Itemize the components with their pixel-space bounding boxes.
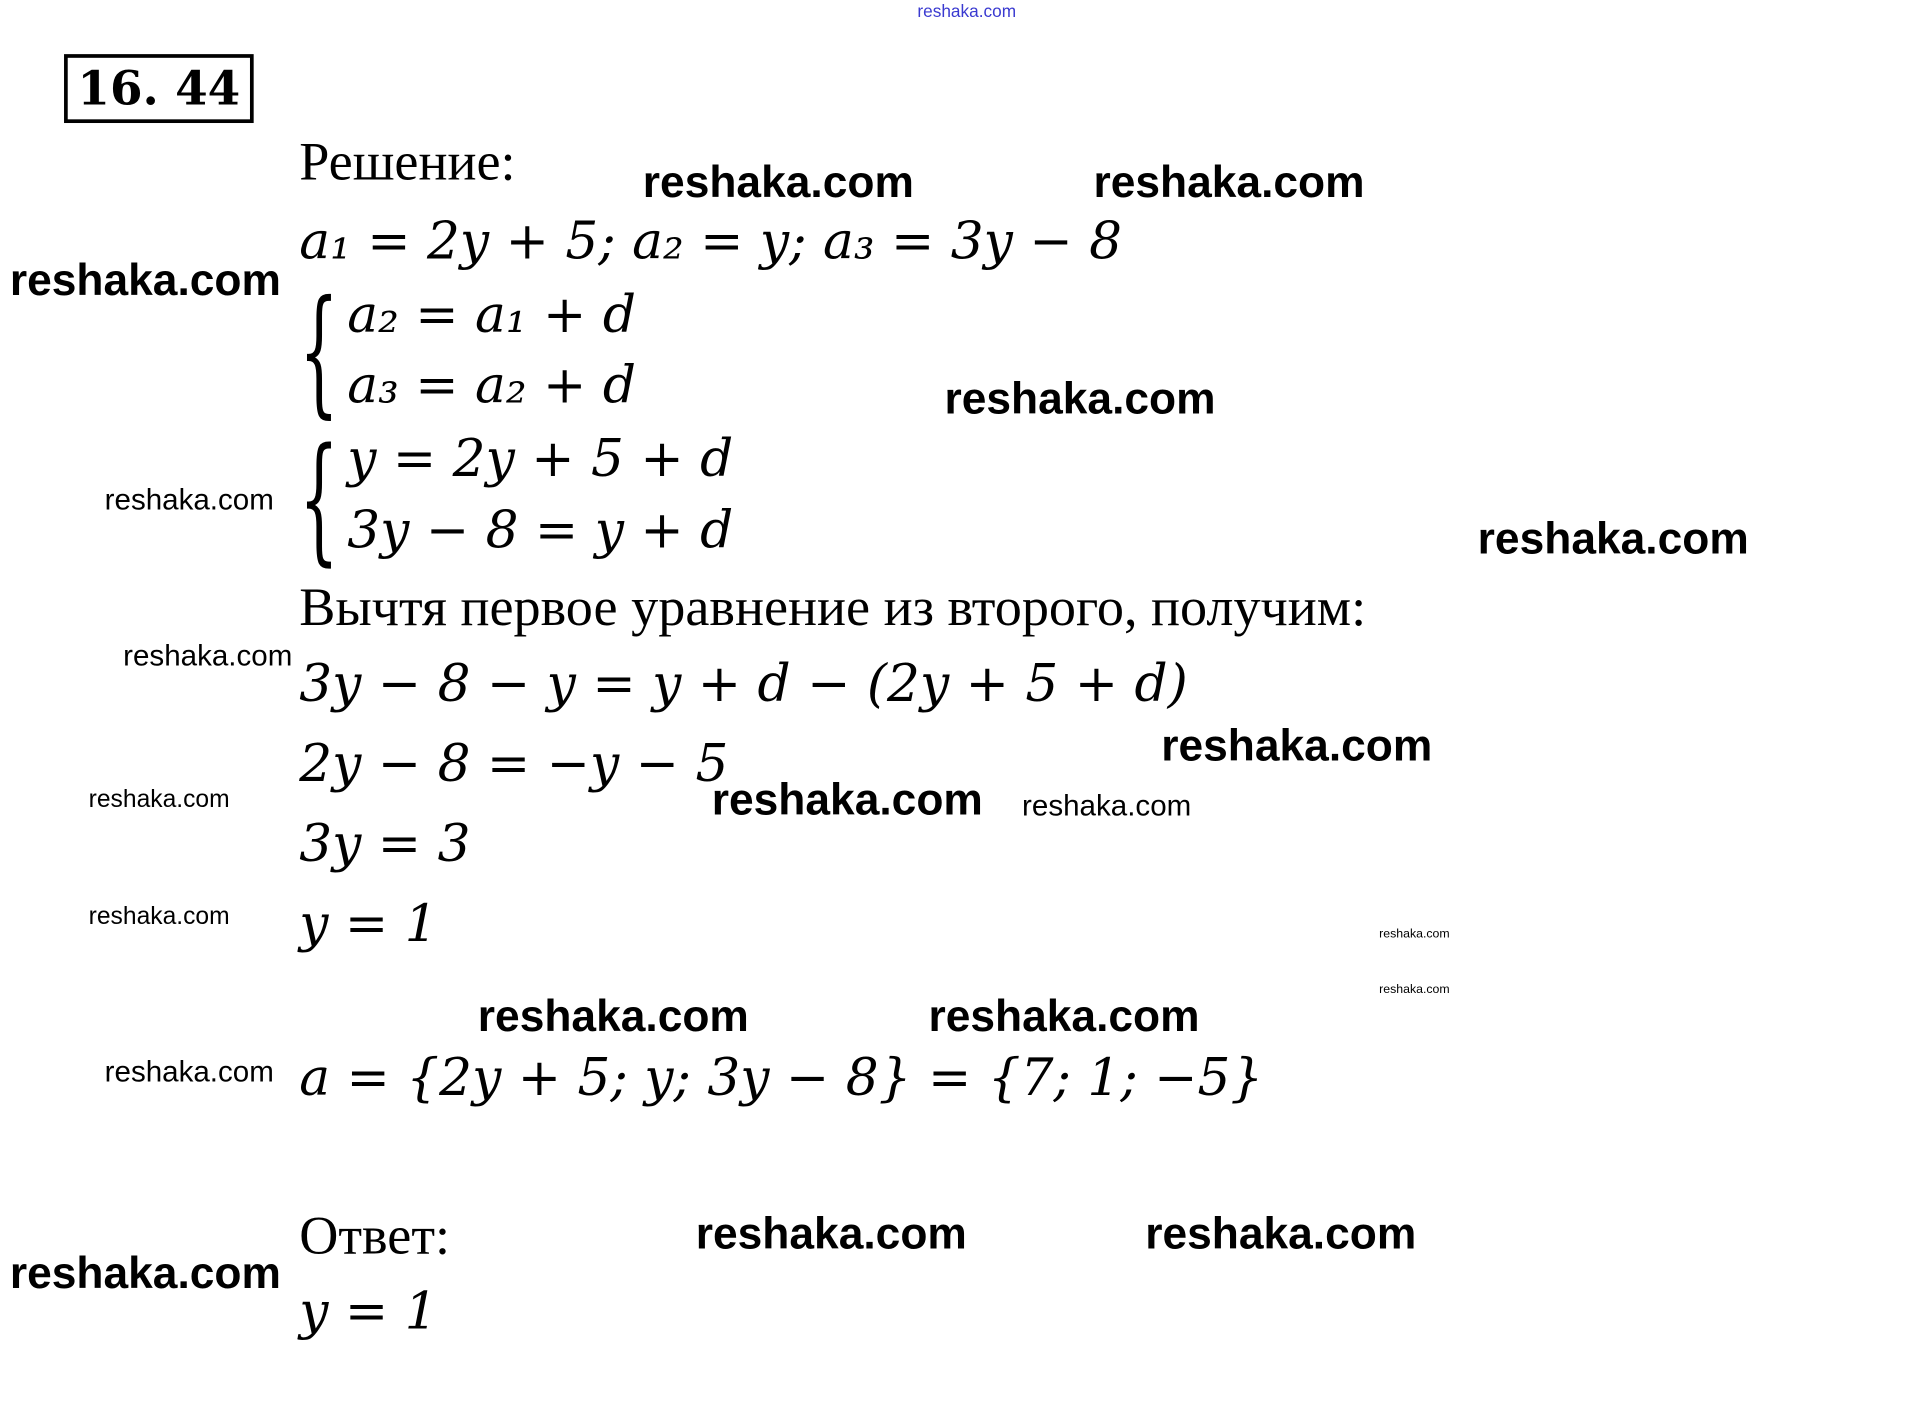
watermark: reshaka.com <box>1161 719 1433 771</box>
watermark: reshaka.com <box>695 1208 967 1259</box>
watermark: reshaka.com <box>477 990 749 1041</box>
watermark: reshaka.com <box>88 902 230 931</box>
watermark: reshaka.com <box>123 639 293 673</box>
watermark: reshaka.com <box>1093 156 1365 207</box>
given-terms: a₁ = 2y + 5; a₂ = y; a₃ = 3y − 8 <box>299 210 1123 271</box>
watermark: reshaka.com <box>642 156 914 207</box>
step3: 3y = 3 <box>299 813 471 874</box>
system-brace: { <box>299 271 339 432</box>
watermark: reshaka.com <box>104 1055 274 1089</box>
watermark: reshaka.com <box>928 990 1200 1041</box>
answer-value: y = 1 <box>299 1280 438 1341</box>
problem-number-box: 16. 44 <box>64 54 254 123</box>
step2: 2y − 8 = −y − 5 <box>299 733 729 794</box>
watermark: reshaka.com <box>1477 512 1749 564</box>
solution-label: Решение: <box>299 131 516 192</box>
system2-line2: 3y − 8 = y + d <box>347 499 734 560</box>
watermark: reshaka.com <box>711 773 983 825</box>
watermark: reshaka.com <box>1379 982 1450 997</box>
system-brace: { <box>299 419 339 580</box>
system1-line1: a₂ = a₁ + d <box>347 284 636 345</box>
watermark: reshaka.com <box>104 483 274 517</box>
watermark: reshaka.com <box>1145 1208 1417 1259</box>
subtract-text: Вычтя первое уравнение из второго, получим: <box>299 576 1367 638</box>
watermark: reshaka.com <box>9 1247 281 1298</box>
watermark-top[interactable]: reshaka.com <box>917 1 1017 21</box>
step1: 3y − 8 − y = y + d − (2y + 5 + d) <box>299 653 1188 714</box>
step4: y = 1 <box>299 893 438 954</box>
watermark: reshaka.com <box>944 372 1216 424</box>
watermark: reshaka.com <box>9 254 281 306</box>
system2-line1: y = 2y + 5 + d <box>347 428 734 489</box>
system1-line2: a₃ = a₂ + d <box>347 354 636 415</box>
watermark: reshaka.com <box>1379 927 1450 942</box>
answer-label: Ответ: <box>299 1205 451 1266</box>
sequence-result: a = {2y + 5; y; 3y − 8} = {7; 1; −5} <box>299 1046 1264 1108</box>
watermark: reshaka.com <box>1022 789 1192 824</box>
watermark: reshaka.com <box>88 786 230 814</box>
